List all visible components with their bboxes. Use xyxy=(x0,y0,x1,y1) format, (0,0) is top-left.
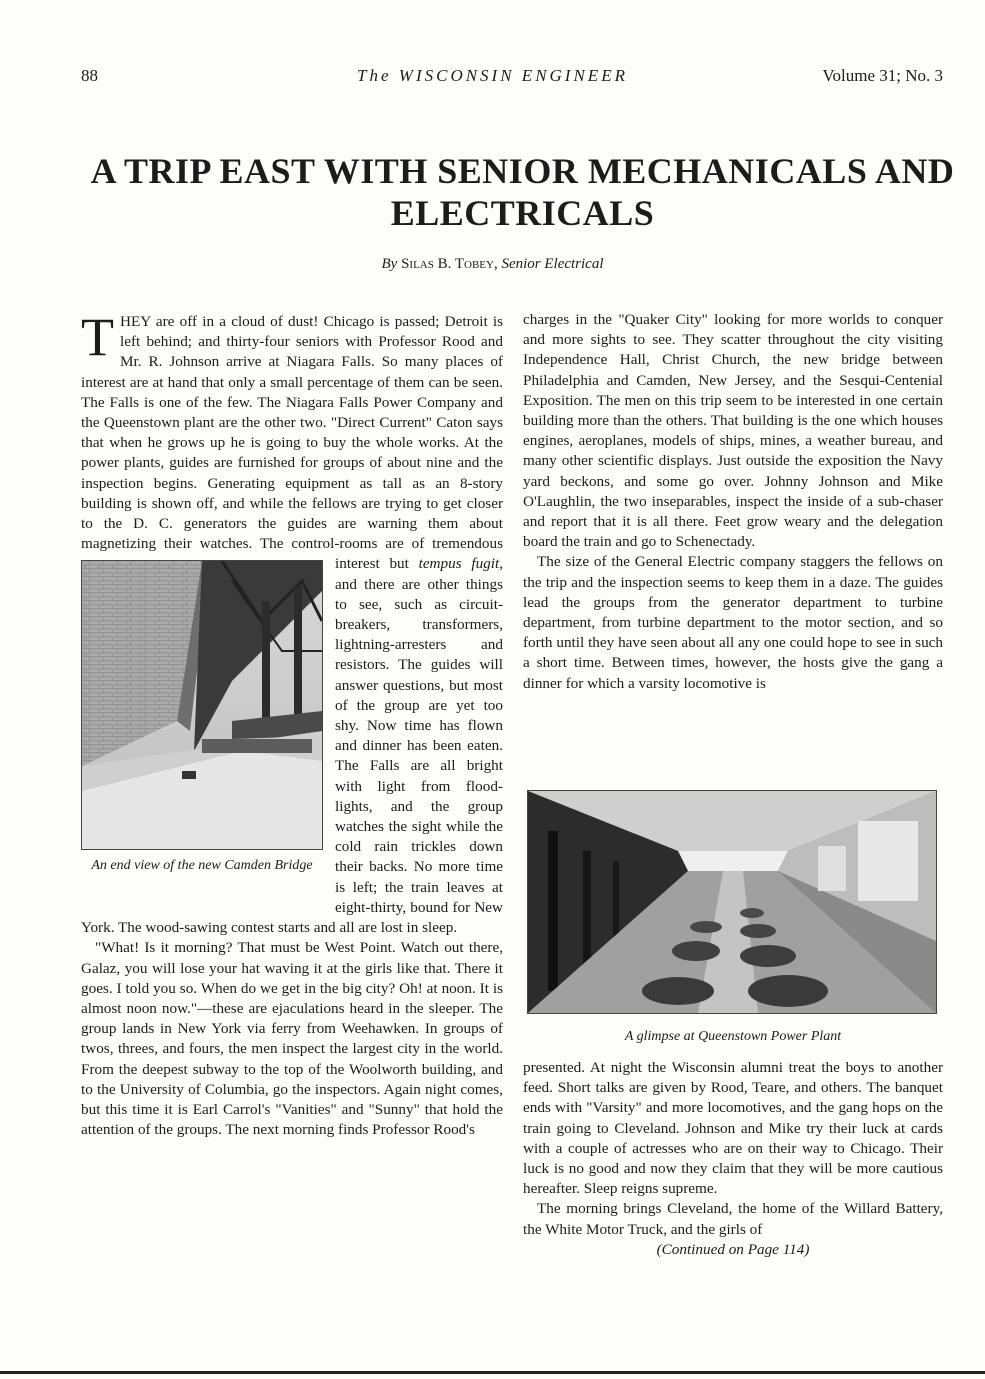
paragraph-1-text: HEY are off in a cloud of dust! Chicago is passed; Detroit is left behind; and thirty-four seniors with Professor Rood and Mr. R. Johnson arrive at Niagara Falls. So many places of interest are at hand that only a small percentage of them can be seen. The Falls is one of the few. The Niagara Falls Power Company and the Queenstown plant are the other two. "Direct Current" Caton says that when he grows up he is going to buy the whole works. At the power plants, guides are furnished for groups of about nine and the inspection begins. Generating equipment as tall as an 8-story building is shown off, and while the fellows are trying to get closer to the D. C. generators the guides are warning them about magnetizing their watches. The control-rooms are of tremendous interest but xyxy=(81,313,503,573)
paragraph-6: The morning brings Cleveland, the home of the Willard Battery, the White Motor Truck, and the girls of xyxy=(523,1200,943,1238)
bridge-photo xyxy=(81,560,323,850)
journal-title: The WISCONSIN ENGINEER xyxy=(357,66,628,85)
page-number: 88 xyxy=(81,66,98,85)
paragraph-1-end: and there are other things to see, such as circuit-breakers, transformers, lightning-arresters and resistors. The guides will answer questions, but most of the group are yet too shy. Now time has flown and dinner has been eaten. The Falls are all bright with light from flood-lights, and the group watches the sight while the cold rain trickles down their backs. No more time is left; the train leaves at eight-thirty, bound for New York. The wood-sawing contest starts and all are lost in sleep. xyxy=(81,575,503,937)
right-column-bottom xyxy=(523,1058,943,1260)
byline xyxy=(0,256,985,273)
right-column-top xyxy=(523,310,943,694)
bridge-caption: An end view of the new Camden Bridge xyxy=(91,858,313,874)
volume-info: Volume 31; No. 3 xyxy=(822,66,943,85)
byline-role: Senior Electrical xyxy=(501,256,604,272)
byline-prefix: By xyxy=(381,256,398,272)
paragraph-1 xyxy=(81,307,504,938)
bridge-figure xyxy=(81,560,323,908)
bottom-rule xyxy=(0,1371,985,1374)
continued-note: (Continued on Page 114) xyxy=(656,1240,810,1258)
paragraph-2: "What! Is it morning? That must be West Point. Watch out there, Galaz, you will lose your hat waving it at the girls like that. There it goes. I told you so. When do we get in the big city? Oh! at noon. It is almost noon now."—these are ejaculations heard in the sleeper. The group lands in New York via ferry from Weehawken. In groups of twos, threes, and fours, the men inspect the largest city in the world. From the deepest subway to the top of the Woolworth building, and to the University of Columbia, go the inspectors. Again night comes, but this time it is Earl Carrol's "Vanities" and "Sunny" that hold the attention of the groups. The next morning finds Professor Rood's xyxy=(81,939,503,1139)
paragraph-3: charges in the "Quaker City" looking for more worlds to conquer and more sights to see. They scatter throughout the city visiting Independence Hall, Christ Church, the new bridge between Philadelphia and Camden, New Jersey, and the Sesqui-Centenial Exposition. The men on this trip seem to be interested in one certain building more than the others. That building is the one which houses engines, aeroplanes, models of ships, mines, a weather bureau, and many other scientific displays. Just outside the exposition the Navy yard beckons, and some go over. Johnny Johnson and Mike O'Laughlin, the two inseparables, inspect the inside of a sub-chaser and report that it is all there. Feet grow weary and the delegation board the train and go to Schenectady. xyxy=(523,311,943,551)
plant-photo xyxy=(527,790,937,1014)
left-column xyxy=(81,307,504,1140)
plant-caption: A glimpse at Queenstown Power Plant xyxy=(624,1029,842,1044)
article-title: A TRIP EAST WITH SENIOR MECHANICALS AND ELECTRICALS xyxy=(90,151,955,233)
tempus-fugit: tempus fugit, xyxy=(418,555,504,573)
byline-author: Silas B. Tobey, xyxy=(401,256,498,272)
paragraph-4: The size of the General Electric company staggers the fellows on the trip and the inspection seems to keep them in a daze. The guides lead the groups from the generator department to turbine department, from turbine department to the motor section, and so forth until they have seen about all any one could hope to see in such a short time. Between times, however, the hosts give the gang a dinner for which a varsity locomotive is xyxy=(523,553,943,692)
paragraph-5: presented. At night the Wisconsin alumni treat the boys to another feed. Short talks are given by Rood, Teare, and others. The banquet ends with "Varsity" and more locomotives, and the gang hops on the train going to Cleveland. Johnson and Mike try their luck at cards with a couple of actresses who are on their way to Chicago. Their luck is no good and now they claim that they will be more cautious hereafter. Sleep reigns supreme. xyxy=(523,1059,943,1198)
drop-cap: T xyxy=(81,307,114,367)
